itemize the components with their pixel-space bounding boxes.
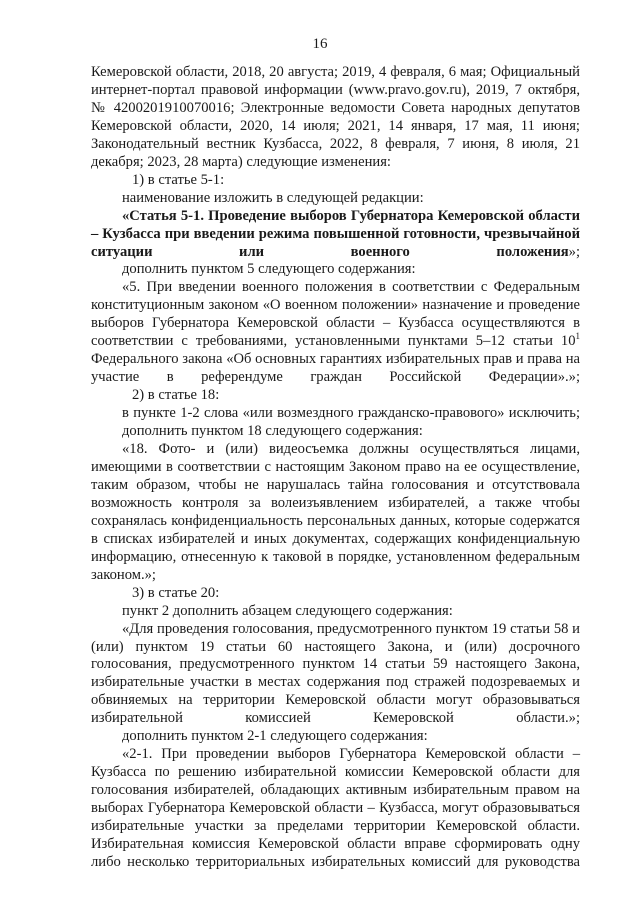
document-body (91, 64, 580, 872)
paragraph-abzac-text: «Для проведения голосования, предусмотренного пунктом 19 статьи 58 и (или) пунктом 19 статьи 60 настоящего Закона, и (или) досрочного голосования, предусмотренного пунктом 14 статьи 59 настоящего Закона, избирательные участки в местах содержания под стражей подозреваемых и обвиняемых на территории Кемеровской области могут образовываться избирательной комиссией Кемеровской области.»; (91, 620, 580, 727)
paragraph-item-1: 1) в статье 5-1: (132, 171, 225, 188)
article-title-bold: «Статья 5-1. Проведение выборов Губернатора Кемеровской области – Кузбасса при введении режима повышенной готовности, чрезвычайной ситуации или военного положения (91, 207, 580, 260)
paragraph-add-point-2-1: дополнить пунктом 2-1 следующего содержания: (122, 728, 428, 745)
paragraph-add-point-18: дополнить пунктом 18 следующего содержания: (122, 423, 423, 440)
paragraph-item-2: 2) в статье 18: (132, 387, 220, 404)
paragraph-point-1-2: в пункте 1-2 слова «или возмездного гражданско-правового» исключить; (122, 405, 580, 422)
paragraph-article-title (91, 208, 580, 262)
paragraph-add-abzac: пункт 2 дополнить абзацем следующего содержания: (122, 602, 453, 619)
paragraph-amendment-sources: Кемеровской области, 2018, 20 августа; 2019, 4 февраля, 6 мая; Официальный интернет-портал правовой информации (www.pravo.gov.ru), 2019, 7 октября, № 4200201910070016; Электронные ведомости Совета народных депутатов Кемеровской области, 2020, 14 июля; 2021, 14 января, 17 мая, 11 июня; Законодательный вестник Кузбасса, 2022, 8 февраля, 7 июня, 8 июля, 21 декабря; 2023, 28 марта) следующие изменения: (91, 64, 580, 170)
paragraph-add-point-5: дополнить пунктом 5 следующего содержания: (122, 261, 416, 278)
point-5-text-a: «5. При введении военного положения в соответствии с Федеральным конституционным законом «О военном положении» назначение и проведение выборов Губернатора Кемеровской области – Кузбасса осуществляются в соответствии с требованиями, установленными пунктами 5–12 статьи 10 (91, 279, 580, 350)
point-5-superscript: 1 (575, 331, 580, 342)
article-title-tail: »; (568, 243, 580, 260)
paragraph-title-instruction: наименование изложить в следующей редакции: (122, 189, 424, 206)
page-number: 16 (312, 36, 328, 52)
point-5-text-b: Федерального закона «Об основных гарантиях избирательных прав и права на участие в референдуме граждан Российской Федерации».»; (91, 351, 580, 386)
paragraph-item-3: 3) в статье 20: (132, 584, 220, 601)
paragraph-point-5 (91, 279, 580, 387)
paragraph-point-2-1: «2-1. При проведении выборов Губернатора Кемеровской области – Кузбасса по решению избирательной комиссии Кемеровской области для голосования избирателей, обладающих активным избирательным правом на выборах Губернатора Кемеровской области – Кузбасса, могут образовываться избирательные участки за пределами территории Кемеровской области. Избирательная комиссия Кемеровской области вправе сформировать одну либо несколько территориальных избирательных комиссий для руководства (91, 746, 580, 870)
paragraph-point-18: «18. Фото- и (или) видеосъемка должны осуществляться лицами, имеющими в соответствии с настоящим Законом право на ее осуществление, таким образом, чтобы не нарушалась тайна голосования и отсутствовала возможность контроля за волеизъявлением избирателей, а также чтобы сохранялась конфиденциальность персональных данных, которые содержатся в списках избирателей и иных документах, содержащих конфиденциальную информацию, отнесенную к таковой в порядке, установленном федеральным законом.»; (91, 441, 580, 583)
